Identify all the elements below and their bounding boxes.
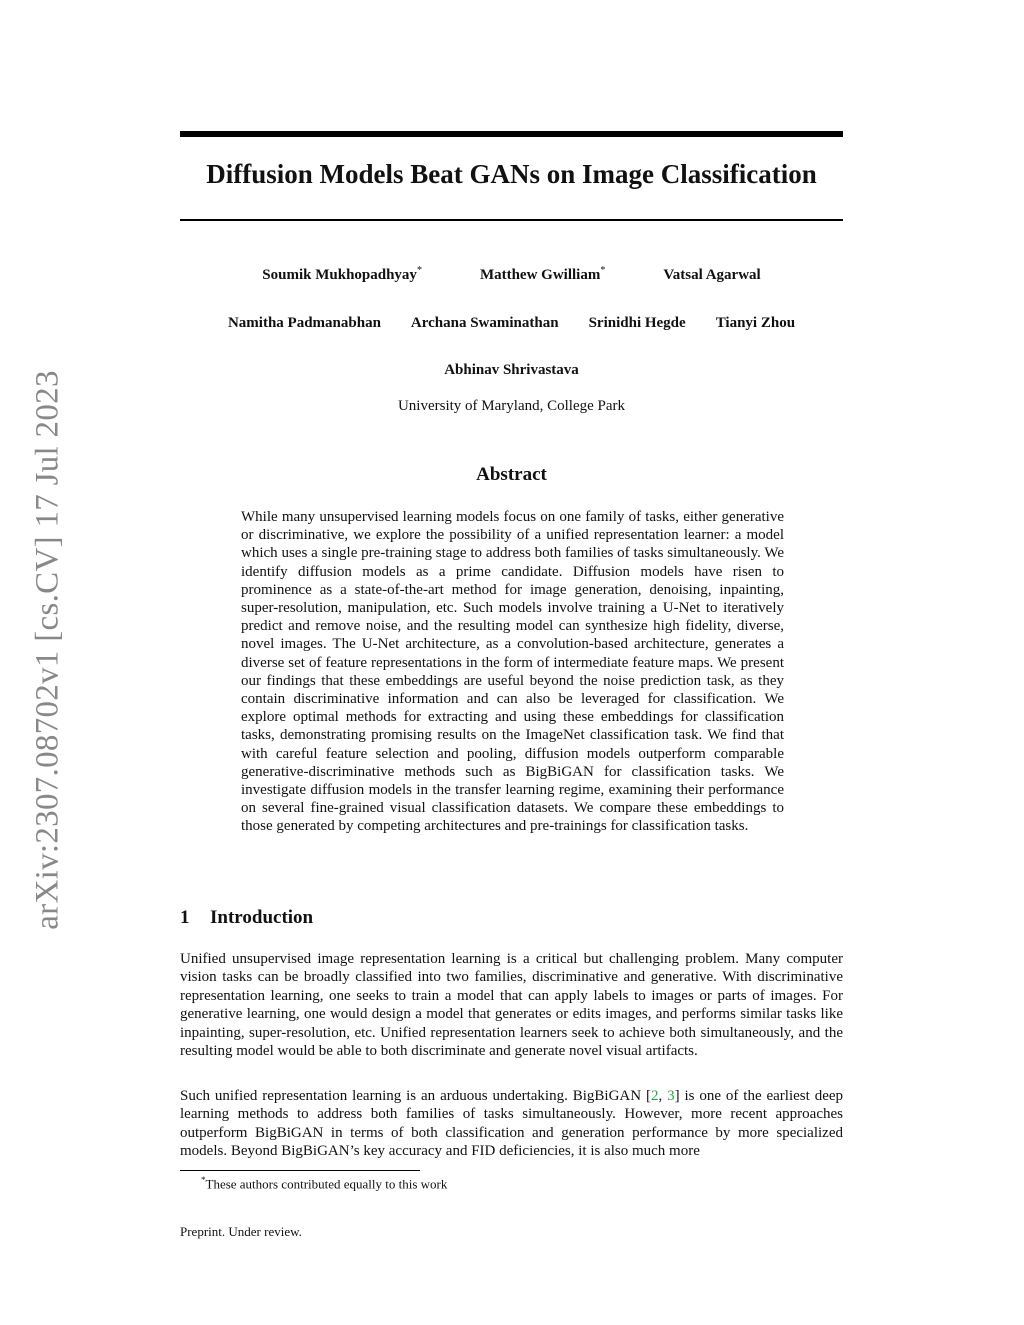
section-number: 1 [180,907,190,928]
author: Soumik Mukhopadhyay* [262,265,422,283]
section-title: Introduction [210,907,314,928]
author: Matthew Gwilliam* [479,265,606,283]
intro-paragraph-2: Such unified representation learning is an arduous undertaking. BigBiGAN [2, 3] is one of the earliest deep learning methods to address both families of tasks simultaneously. However, more recent approaches outperform BigBiGAN in terms of both classification and generation performance by more specialized models. Beyond BigBiGAN’s key accuracy and FID deficiencies, it is also much more [180,1088,844,1160]
intro-paragraph-1: Unified unsupervised image representation learning is a critical but challenging problem. Many computer vision tasks can be broadly classified into two families, discriminative and generative. With discriminative representation learning, one seeks to train a model that can apply labels to images or parts of images. For generative learning, one would design a model that generates or edits images, and performs similar tasks like inpainting, super-resolution, etc. Unified representation learners seek to achieve both simultaneously, and the resulting model would be able to both discriminate and generate novel visual artifacts. [180,951,843,1060]
author: Tianyi Zhou [715,315,796,331]
abstract-heading: Abstract [476,464,547,485]
footnote-mark: * [201,1175,206,1185]
author-row-3 [180,362,843,379]
equal-contribution-mark: * [600,265,606,276]
abstract-text: While many unsupervised learning models focus on one family of tasks, either generative or discriminative, we explore the possibility of a unified representation learner: a model which uses a single pre-training stage to address both families of tasks simultaneously. We identify diffusion models as a prime candidate. Diffusion models have risen to prominence as a state-of-the-art method for image generation, denoising, inpainting, super-resolution, manipulation, etc. Such models involve training a U-Net to iteratively predict and remove noise, and the resulting model can synthesize high fidelity, diverse, novel images. The U-Net architecture, as a convolution-based architecture, generates a diverse set of feature representations in the form of intermediate feature maps. We present our findings that these embeddings are useful beyond the noise prediction task, as they contain discriminative information and can also be leveraged for classification. We explore optimal methods for extracting and using these embeddings for classification tasks, demonstrating promising results on the ImageNet classification task. We find that with careful feature selection and pooling, diffusion models outperform comparable generative-discriminative methods such as BigBiGAN for classification tasks. We investigate diffusion models in the transfer learning regime, examining their performance on several fine-grained visual classification datasets. We compare these embeddings to those generated by competing architectures and pre-trainings for classification tasks. [241,509,784,835]
author: Vatsal Agarwal [663,267,761,283]
section-heading [180,907,313,929]
citation-link[interactable]: 2 [650,1088,659,1104]
affiliation: University of Maryland, College Park [397,398,626,414]
author-row-1 [180,267,843,284]
arxiv-side-watermark: arXiv:2307.08702v1 [cs.CV] 17 Jul 2023 [29,370,66,930]
equal-contribution-mark: * [416,265,422,276]
author: Abhinav Shrivastava [444,362,579,378]
preprint-note: Preprint. Under review. [180,1224,302,1239]
author-row-2 [180,315,843,332]
citation-link[interactable]: 3 [667,1088,675,1104]
author: Srinidhi Hegde [588,315,686,331]
footnote-rule [180,1170,420,1171]
author: Namitha Padmanabhan [227,315,381,331]
title-bottom-rule [180,219,843,221]
footnote: *These authors contributed equally to this work [201,1175,448,1192]
title-top-rule [180,131,843,137]
author: Archana Swaminathan [410,315,559,331]
paper-title: Diffusion Models Beat GANs on Image Classification [206,159,817,189]
